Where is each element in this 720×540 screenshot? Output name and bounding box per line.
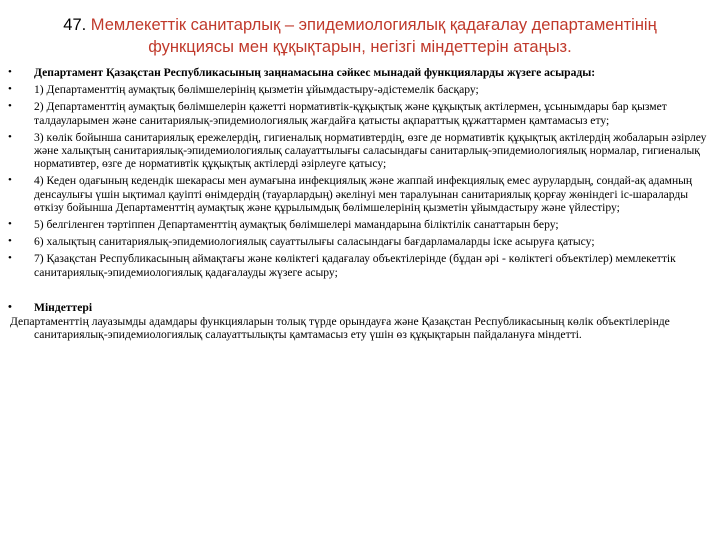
bullet-icon: • — [8, 174, 12, 187]
list-item — [8, 100, 708, 126]
duties-paragraph: Департаменттің лауазымды адамдары функцияларын толық түрде орындауға және Қазақстан Республикасының көлік объектілерінде санитариялық-эпидемиологиялық салауаттылықты қамтамасыз ету үшін өз құқықтарын пайдалануға міндетті. — [10, 315, 670, 342]
bullet-icon: • — [8, 300, 12, 313]
list-item-text: 2) Департаменттің аумақтық бөлімшелерін қажетті нормативтік-құқықтық және құқықтық актілермен, ұсынымдары бар қызмет талдауларымен және санитариялық-эпидемиологиялық жағдайға қатысты ақпараттық құжаттармен қамтамасыз ету; — [34, 100, 667, 127]
bullet-icon: • — [8, 130, 12, 143]
document-body — [8, 66, 708, 341]
question-number: 47. — [63, 16, 87, 34]
list-item-text: 3) көлік бойынша санитариялық ережелердің, гигиеналық нормативтердің, өзге де нормативтік құқықтық актілердің жобаларын әзірлеу және халықтың санитариялық-эпидемиологиялық салауаттылығы саласындағы санитарлық-эпидемиологиялық нормалар, гигиеналық нормативтер, өзге де нормативтік құқықтық актілерді әзірлеуге қатысу; — [34, 130, 707, 171]
bullet-icon: • — [8, 100, 12, 113]
bullet-icon: • — [8, 83, 12, 96]
duties-heading — [8, 301, 708, 314]
bullet-icon: • — [8, 252, 12, 265]
list-item — [8, 83, 708, 96]
list-item-text: Департамент Қазақстан Республикасының заңнамасына сәйкес мынадай функцияларды жүзеге асырады: — [34, 66, 596, 79]
list-item — [8, 174, 708, 214]
duties-heading-text: Міндеттері — [34, 300, 93, 314]
list-item-text: 4) Кеден одағының кедендік шекарасы мен аумағына инфекциялық және жаппай инфекциялық емес аурулардың, сондай-ақ адамның денсаулығы үшін ықтимал қауіпті өнімдердің (тауарлардың) әкелінуі мен таралуынан санитариялық қорғау жөніндегі іс-шараларды өткізу бойынша Департаменттің аумақтық және құрылымдық бөлімшелерінің қызметін ұйымдастыру және үйлестіру; — [34, 174, 693, 214]
list-item — [8, 252, 708, 278]
list-item-text: 1) Департаменттің аумақтық бөлімшелерінің қызметін ұйымдастыру-әдістемелік басқару; — [34, 83, 479, 97]
list-item — [8, 235, 708, 248]
spacer — [8, 283, 708, 301]
question-text: Мемлекеттік санитарлық – эпидемиологиялық қадағалау департаментінің функциясы мен құқықтарын, негізгі міндеттерін атаңыз. — [90, 16, 657, 56]
bullet-icon: • — [8, 218, 12, 231]
list-item — [8, 218, 708, 231]
list-item — [8, 131, 708, 171]
list-item-text: 7) Қазақстан Республикасының аймақтағы және көліктегі қадағалау объектілерінде (бұдан әрі - көліктегі объектілер) мемлекеттік санитариялық-эпидемиологиялық қадағалауды жүзеге асыру; — [34, 252, 676, 279]
bullet-icon: • — [8, 66, 12, 78]
page-title — [20, 14, 700, 58]
list-item — [8, 66, 708, 79]
list-item-text: 5) белгіленген тәртіппен Департаменттің аумақтық бөлімшелері мамандарына біліктілік санаттарын беру; — [34, 218, 559, 232]
list-item-text: 6) халықтың санитариялық-эпидемиологиялық сауаттылығы саласындағы бағдарламаларды іске асыруға қатысу; — [34, 235, 595, 249]
bullet-icon: • — [8, 235, 12, 248]
